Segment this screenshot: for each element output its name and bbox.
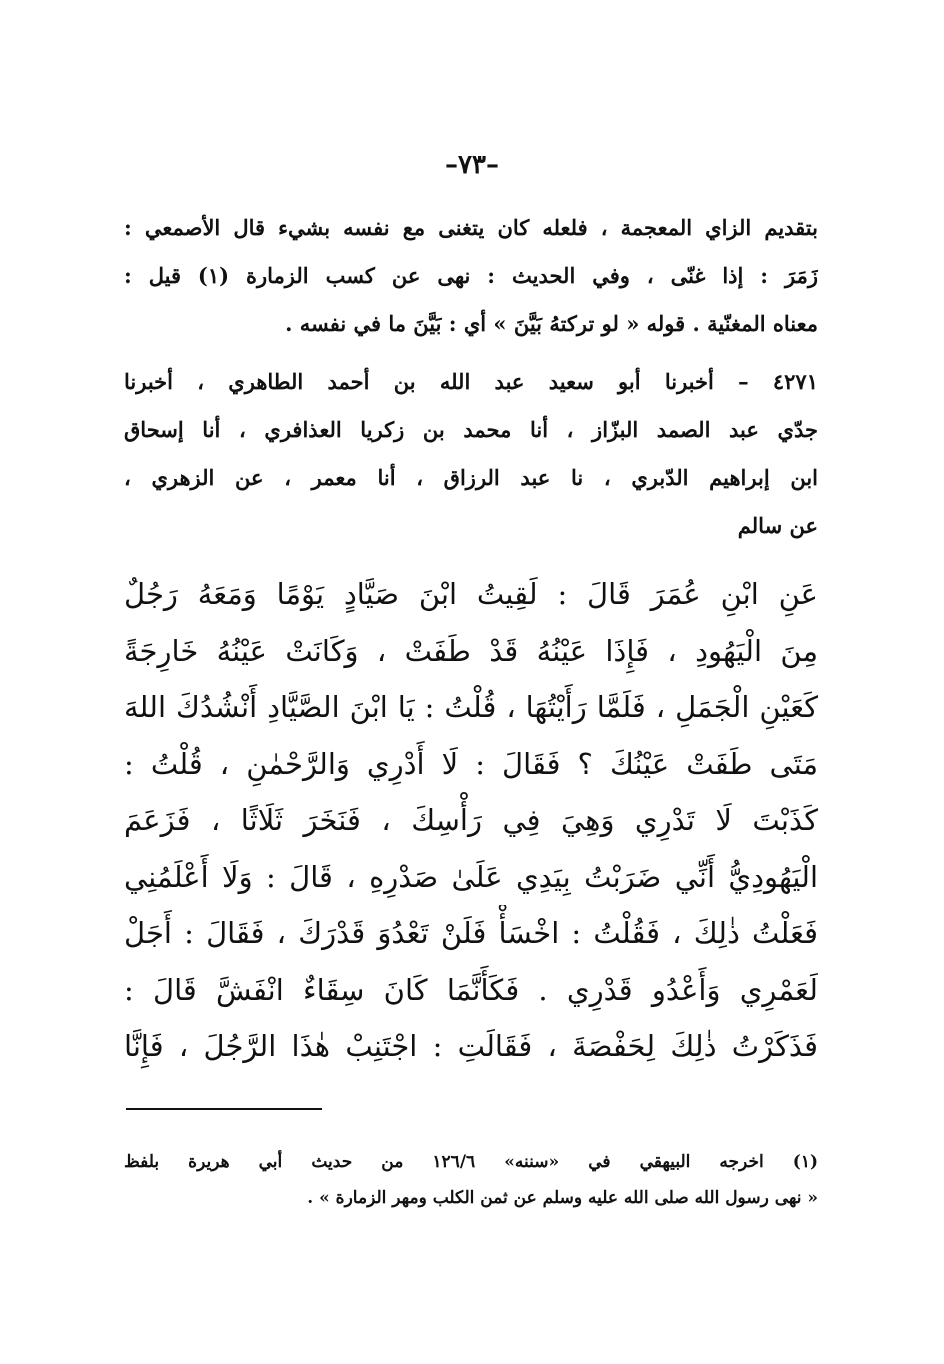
commentary-line: معناه المغنّية . قوله « لو تركتهُ بَيَّنَ » أي : بَيَّنَ ما في نفسه . bbox=[285, 311, 818, 336]
hadith-line: مِنَ الْيَهُودِ ، فَإِذَا عَيْنُهُ قَدْ طَفَتْ ، وَكَانَتْ عَيْنُهُ خَارِجَةً bbox=[124, 633, 818, 668]
hadith-line: الْيَهُودِيُّ أَنِّي ضَرَبْتُ بِيَدِي عَلَىٰ صَدْرِهِ ، قَالَ : وَلَا أَعْلَمُنِي bbox=[124, 859, 818, 894]
isnad-line: جدّي عبد الصمد البزّاز ، أنا محمد بن زكريا العذافري ، أنا إسحاق bbox=[124, 417, 818, 442]
footnote-line: « نهى رسول الله صلى الله عليه وسلم عن ثمن الكلب ومهر الزمارة » . bbox=[307, 1188, 818, 1208]
footnote-divider bbox=[126, 1108, 322, 1110]
hadith-line: فَذَكَرْتُ ذٰلِكَ لِحَفْصَةَ ، فَقَالَتِ : اجْتَنِبْ هٰذَا الرَّجُلَ ، فَإِنَّا bbox=[124, 1029, 818, 1063]
commentary-line: بتقديم الزاي المعجمة ، فلعله كان يتغنى مع نفسه بشيء قال الأصمعي : bbox=[124, 215, 818, 240]
commentary-paragraph bbox=[124, 204, 818, 348]
hadith-line: لَعَمْرِي وَأَعْدُو قَدْرِي . فَكَأَنَّمَا كَانَ سِقَاءٌ انْفَشَّ قَالَ : bbox=[124, 972, 818, 1007]
hadith-line: مَتَى طَفَتْ عَيْنُكَ ؟ فَقَالَ : لَا أَدْرِي وَالرَّحْمٰنِ ، قُلْتُ : bbox=[124, 746, 818, 781]
hadith-line: فَعَلْتُ ذٰلِكَ ، فَقُلْتُ : اخْسَأْ فَلَنْ تَعْدُوَ قَدْرَكَ ، فَقَالَ : أَجَلْ bbox=[124, 916, 818, 950]
footnote-line: (١) اخرجه البيهقي في «سننه» ١٢٦/٦ من حديث أبي هريرة بلفظ bbox=[124, 1152, 818, 1172]
hadith-isnad bbox=[124, 358, 818, 550]
isnad-line: ٤٢٧١ – أخبرنا أبو سعيد عبد الله بن أحمد الطاهري ، أخبرنا bbox=[124, 369, 818, 394]
isnad-line: عن سالم bbox=[737, 513, 818, 538]
footnotes bbox=[124, 1144, 818, 1216]
isnad-line: ابن إبراهيم الدّبري ، نا عبد الرزاق ، أنا معمر ، عن الزهري ، bbox=[124, 465, 818, 490]
hadith-line: كَذَبْتَ لَا تَدْرِي وَهِيَ فِي رَأْسِكَ ، فَنَخَرَ ثَلَاثًا ، فَزَعَمَ bbox=[124, 803, 818, 837]
hadith-line: عَنِ ابْنِ عُمَرَ قَالَ : لَقِيتُ ابْنَ صَيَّادٍ يَوْمًا وَمَعَهُ رَجُلٌ bbox=[124, 577, 818, 611]
commentary-line: زَمَرَ : إذا غنّى ، وفي الحديث : نهى عن كسب الزمارة (١) قيل : bbox=[124, 263, 818, 288]
hadith-line: كَعَيْنِ الْجَمَلِ ، فَلَمَّا رَأَيْتُهَا ، قُلْتُ : يَا ابْنَ الصَّيَّادِ أَنْشُدُكَ اللهَ bbox=[124, 690, 818, 724]
page-number: –٧٣– bbox=[445, 150, 499, 180]
hadith-text bbox=[124, 566, 818, 1075]
